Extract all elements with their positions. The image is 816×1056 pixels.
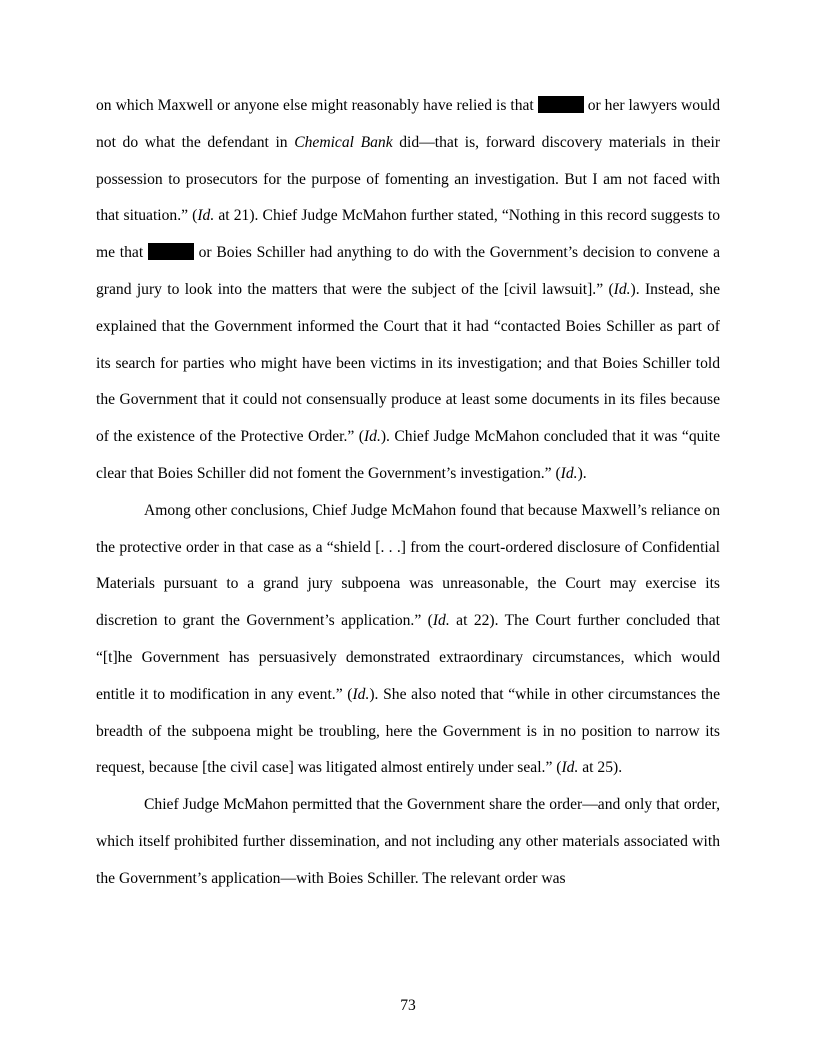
text-run: at 25). [578,759,623,777]
text-run: Chief Judge McMahon permitted that the Government share the order—and only that order, which itself prohibited further dissemination, and not including any other materials associated with the Government’s application—with Boies Schiller. The relevant order was [96,796,720,887]
italic-citation: Id. [561,759,579,777]
text-run: or her lawyers would not do what the defendant in [96,97,720,151]
text-run: ). [577,464,587,482]
italic-citation: Id. [363,428,381,446]
paragraph [96,88,720,493]
italic-citation: Id. [560,464,578,482]
text-run: ). Chief Judge McMahon concluded that it was “quite clear that Boies Schiller did not foment the Government’s investigation.” ( [96,428,720,482]
page-number: 73 [400,997,416,1014]
text-run: at 21). Chief Judge McMahon further stated, “Nothing in this record suggests to me that [96,207,720,262]
italic-citation: Chemical Bank [294,133,393,151]
paragraph [96,493,720,787]
text-run: on which Maxwell or anyone else might reasonably have relied is that [96,97,538,114]
redaction-box [148,243,194,260]
text-run: ). Instead, she explained that the Government informed the Court that it had “contacted Boies Schiller as part of its search for parties who might have been victims in its investigation; and that Boies Schiller told the Government that it could not consensually produce at least some documents in its files because of the existence of the Protective Order.” ( [96,280,721,446]
italic-citation: Id. [613,280,631,298]
text-run: ). She also noted that “while in other circumstances the breadth of the subpoena might be troubling, here the Government is in no position to narrow its request, because [the civil case] was litigated almost entirely under seal.” ( [96,685,720,777]
text-run: at 22). The Court further concluded that “[t]he Government has persuasively demonstrated extraordinary circumstances, which would entitle it to modification in any event.” ( [96,612,720,703]
italic-citation: Id. [352,685,370,703]
text-run: did—that is, forward discovery materials in their possession to prosecutors for the purpose of fomenting an investigation. But I am not faced with that situation.” ( [96,133,721,225]
paragraph [96,787,720,897]
italic-citation: Id. [197,207,215,225]
redaction-box [538,96,584,113]
text-run: Among other conclusions, Chief Judge McMahon found that because Maxwell’s reliance on the protective order in that case as a “shield [. . .] from the court-ordered disclosure of Confidential Materials pursuant to a grand jury subpoena was unreasonable, the Court may exercise its discretion to grant the Government’s application.” ( [96,501,720,630]
body-text [96,88,720,898]
text-run: or Boies Schiller had anything to do with the Government’s decision to convene a grand jury to look into the matters that were the subject of the [civil lawsuit].” ( [96,244,720,298]
italic-citation: Id. [432,612,450,630]
